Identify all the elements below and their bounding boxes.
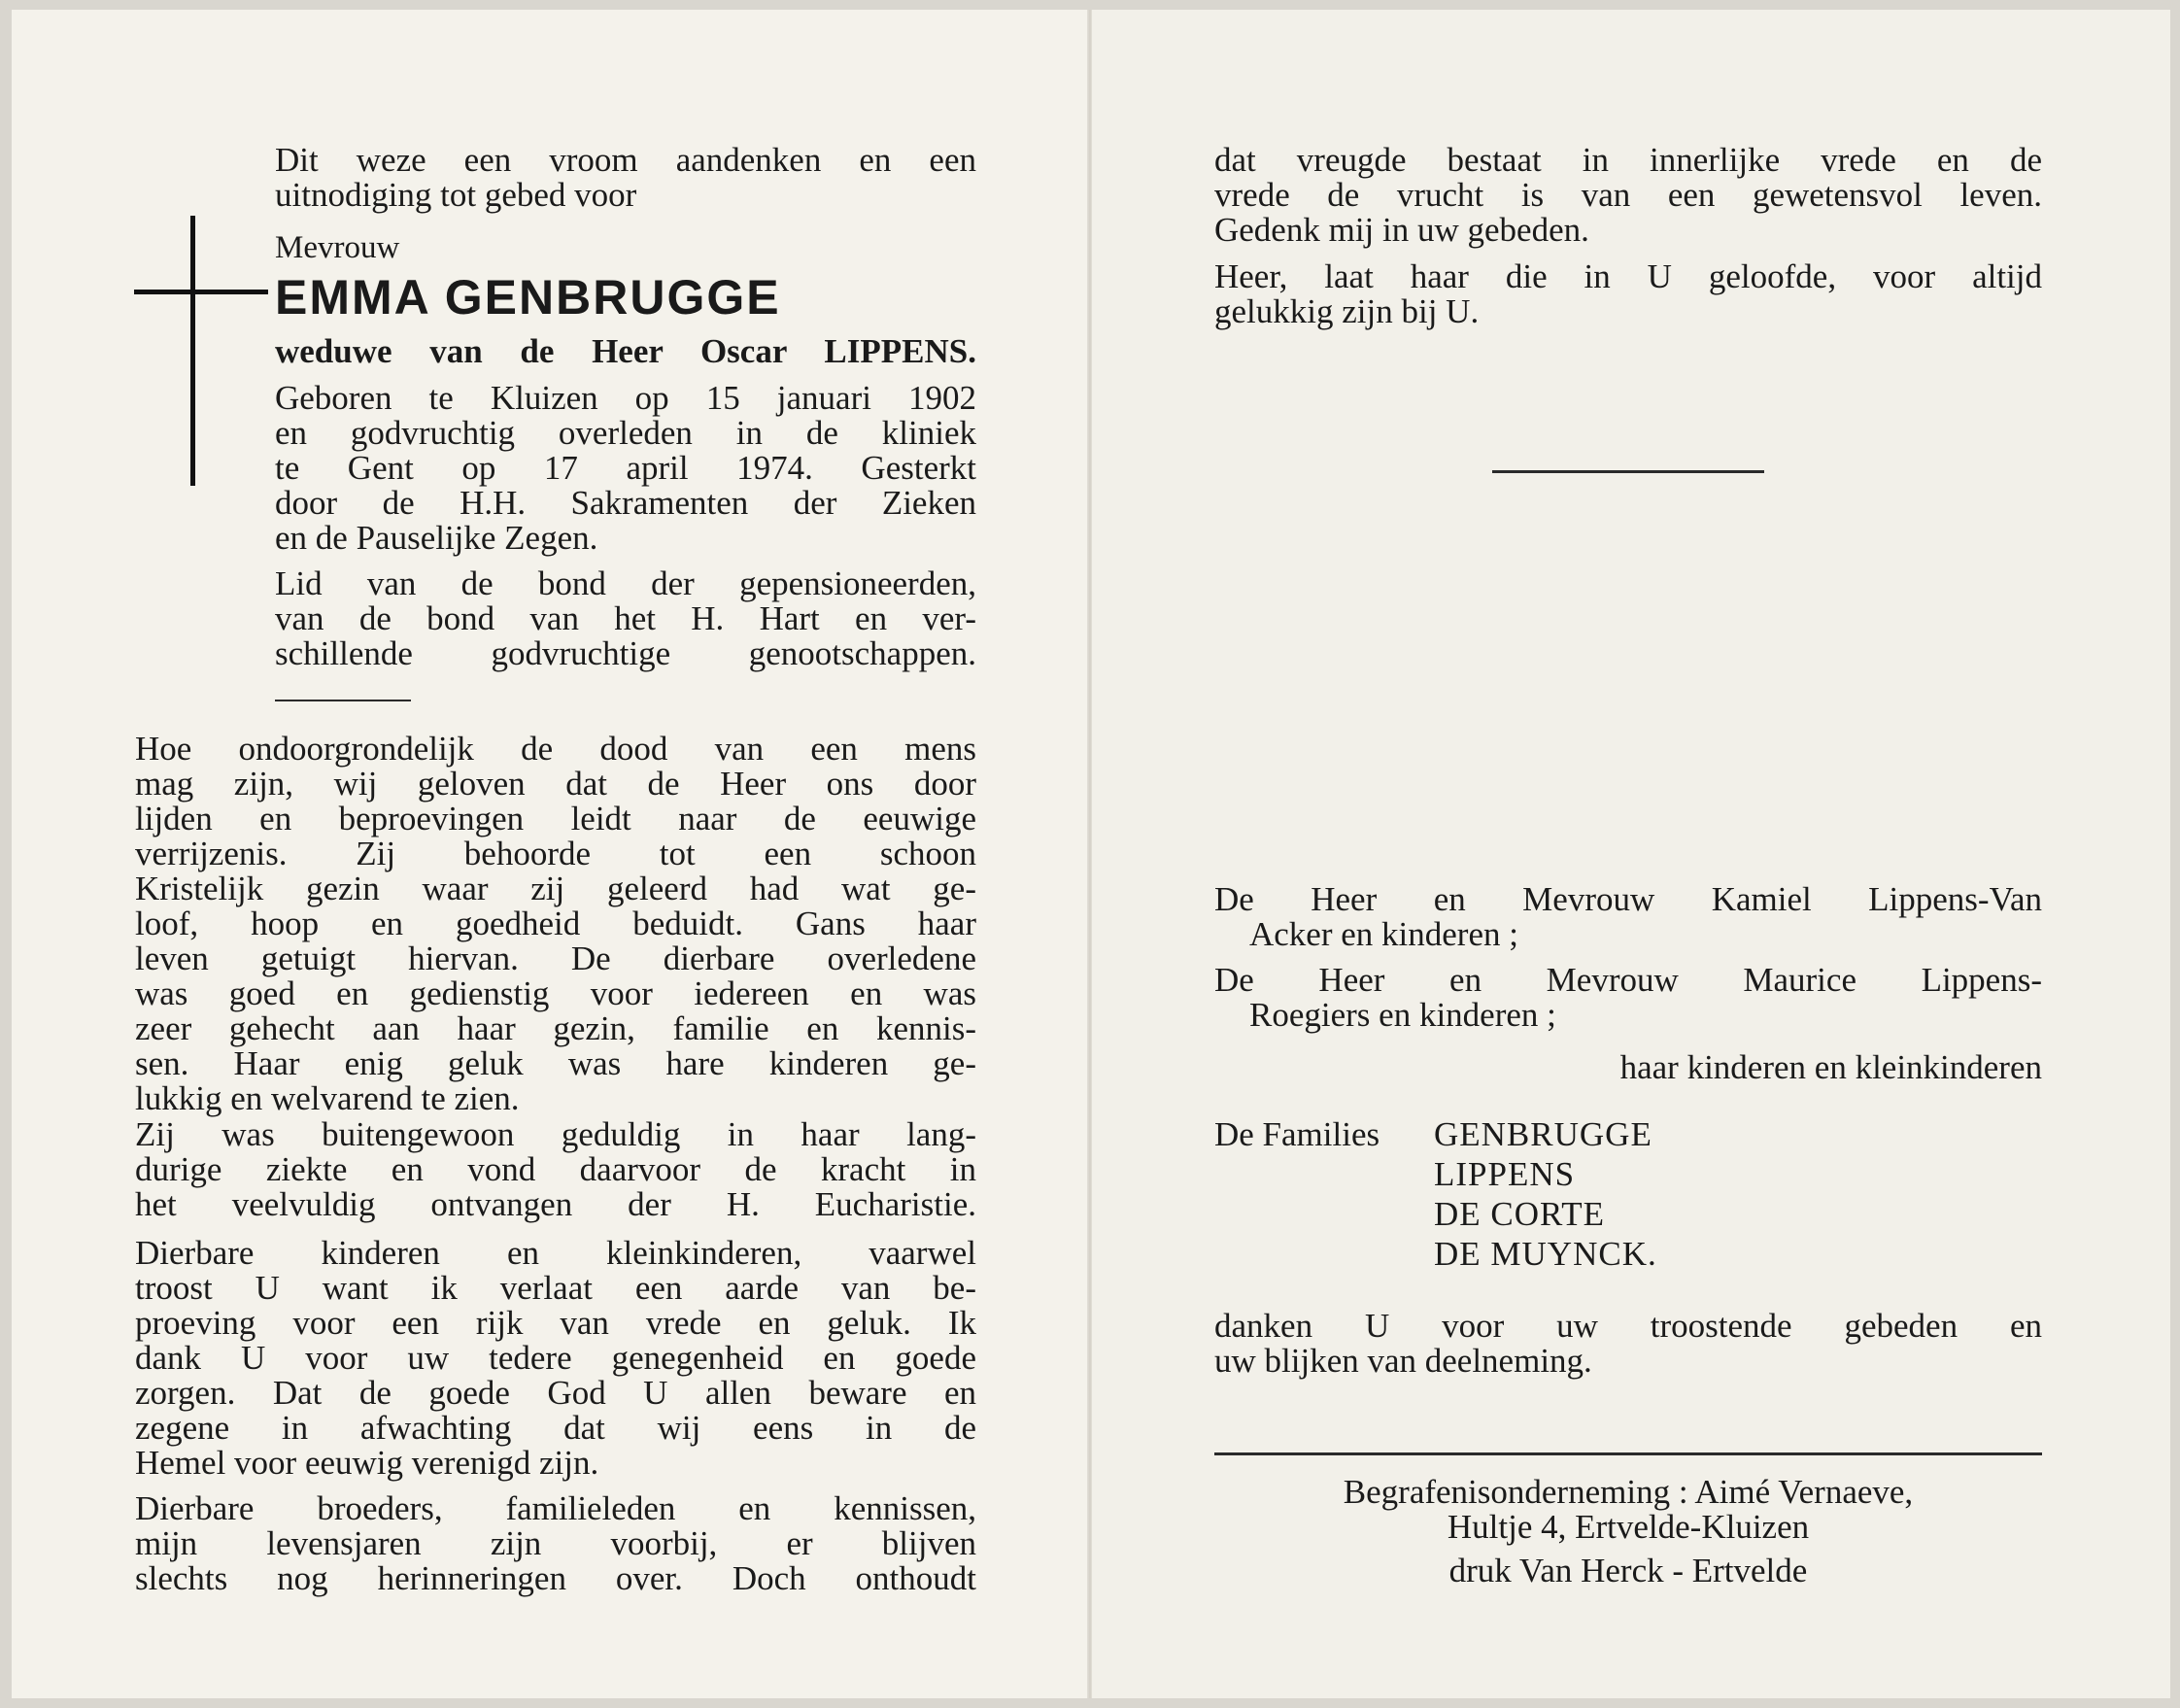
text-line: sen. Haar enig geluk was hare kinderen ge- <box>135 1044 976 1082</box>
paragraph-siblings <box>135 1491 976 1596</box>
text-line: dank U voor uw tedere genegenheid en goede <box>135 1339 976 1377</box>
deceased-name: EMMA GENBRUGGE <box>275 270 781 325</box>
text-line: Begrafenisonderneming : Aimé Vernaeve, <box>1343 1473 1914 1511</box>
text-line: troost U want ik verlaat een aarde van be- <box>135 1269 976 1307</box>
text-line: danken U voor uw troostende gebeden en <box>1214 1307 2042 1345</box>
text-line: Heer, laat haar die in U geloofde, voor altijd <box>1214 257 2042 295</box>
thanks-paragraph <box>1214 1309 2042 1379</box>
text-line: De Heer en Mevrouw Maurice Lippens- <box>1214 961 2042 999</box>
birth-death-paragraph <box>275 381 976 556</box>
text-line: Dierbare kinderen en kleinkinderen, vaarwel <box>135 1234 976 1272</box>
family-line-maurice <box>1214 963 2042 1033</box>
printer-info: druk Van Herck - Ertvelde <box>1448 1552 1808 1589</box>
text-line: mijn levensjaren zijn voorbij, er blijven <box>135 1524 976 1562</box>
text-line: dat vreugde bestaat in innerlijke vrede en de <box>1214 141 2042 179</box>
paragraph-faith <box>135 732 976 1116</box>
text-line: en de Pauselijke Zegen. <box>275 519 598 557</box>
text-line: Gedenk mij in uw gebeden. <box>1214 211 1589 249</box>
undertaker-info <box>1214 1475 2042 1545</box>
text-line: Dit weze een vroom aandenken en een <box>275 141 976 179</box>
paragraph-prayer <box>1214 259 2042 329</box>
left-page <box>12 10 1088 1698</box>
text-line: Hoe ondoorgrondelijk de dood van een mens <box>135 730 976 768</box>
text-line: leven getuigt hiervan. De dierbare overledene <box>135 939 976 977</box>
text-line: durige ziekte en vond daarvoor de kracht in <box>135 1150 976 1188</box>
text-line: Acker en kinderen ; <box>1249 915 1518 953</box>
paragraph-peace <box>1214 143 2042 248</box>
text-line: schillende godvruchtige genootschappen. <box>275 634 976 672</box>
text-line: Dierbare broeders, familieleden en kennissen, <box>135 1489 976 1527</box>
text-line: verrijzenis. Zij behoorde tot een schoon <box>135 835 976 872</box>
text-line: proeving voor een rijk van vrede en geluk. Ik <box>135 1304 976 1342</box>
divider <box>275 700 411 701</box>
title-text: Mevrouw <box>275 230 400 265</box>
family-line-kamiel <box>1214 882 2042 952</box>
text-line: uitnodiging tot gebed voor <box>275 176 637 214</box>
text-line: te Gent op 17 april 1974. Gesterkt <box>275 449 976 487</box>
grandchildren-line: haar kinderen en kleinkinderen <box>1619 1048 2042 1086</box>
text-line: was goed en gedienstig voor iedereen en was <box>135 974 976 1012</box>
text-line: lukkig en welvarend te zien. <box>135 1079 520 1117</box>
text-line: zeer gehecht aan haar gezin, familie en kennis- <box>135 1009 976 1047</box>
text-line: vrede de vrucht is van een gewetensvol leven. <box>1214 176 2042 214</box>
intro-text <box>275 143 976 213</box>
text-line: gelukkig zijn bij U. <box>1214 292 1480 330</box>
paragraph-farewell <box>135 1236 976 1481</box>
family-name: GENBRUGGE <box>1434 1115 1652 1153</box>
membership-paragraph <box>275 566 976 671</box>
text-line: Geboren te Kluizen op 15 januari 1902 <box>275 379 976 417</box>
text-line: zegene in afwachting dat wij eens in de <box>135 1409 976 1447</box>
text-line: het veelvuldig ontvangen der H. Eucharistie. <box>135 1185 976 1223</box>
text-line: Hultje 4, Ertvelde-Kluizen <box>1447 1508 1810 1546</box>
text-line: mag zijn, wij geloven dat de Heer ons door <box>135 765 976 803</box>
text-line: Roegiers en kinderen ; <box>1249 996 1556 1034</box>
widow-line: weduwe van de Heer Oscar LIPPENS. <box>275 332 976 370</box>
text-line: zorgen. Dat de goede God U allen beware en <box>135 1374 976 1412</box>
text-line: Hemel voor eeuwig verenigd zijn. <box>135 1444 599 1482</box>
family-name: LIPPENS <box>1434 1155 1576 1193</box>
text-line: De Heer en Mevrouw Kamiel Lippens-Van <box>1214 880 2042 918</box>
paragraph-patience <box>135 1117 976 1222</box>
cross-icon <box>190 216 195 486</box>
text-line: slechts nog herinneringen over. Doch onthoudt <box>135 1559 976 1597</box>
text-line: uw blijken van deelneming. <box>1214 1342 1592 1380</box>
right-page <box>1092 10 2170 1698</box>
divider <box>1492 470 1764 473</box>
text-line: door de H.H. Sakramenten der Zieken <box>275 484 976 522</box>
memorial-card <box>12 10 2170 1698</box>
divider <box>1214 1452 2042 1455</box>
text-line: Lid van de bond der gepensioneerden, <box>275 564 976 602</box>
text-line: lijden en beproevingen leidt naar de eeuwige <box>135 800 976 837</box>
text-line: loof, hoop en goedheid beduidt. Gans haar <box>135 905 976 942</box>
cross-icon-bar <box>134 290 268 294</box>
text-line: Kristelijk gezin waar zij geleerd had wat ge- <box>135 870 976 907</box>
text-line: Zij was buitengewoon geduldig in haar lang- <box>135 1115 976 1153</box>
family-name: DE CORTE <box>1434 1195 1606 1233</box>
text-line: van de bond van het H. Hart en ver- <box>275 599 976 637</box>
families-label: De Families <box>1214 1115 1380 1153</box>
text-line: en godvruchtig overleden in de kliniek <box>275 414 976 452</box>
family-name: DE MUYNCK. <box>1434 1235 1657 1273</box>
